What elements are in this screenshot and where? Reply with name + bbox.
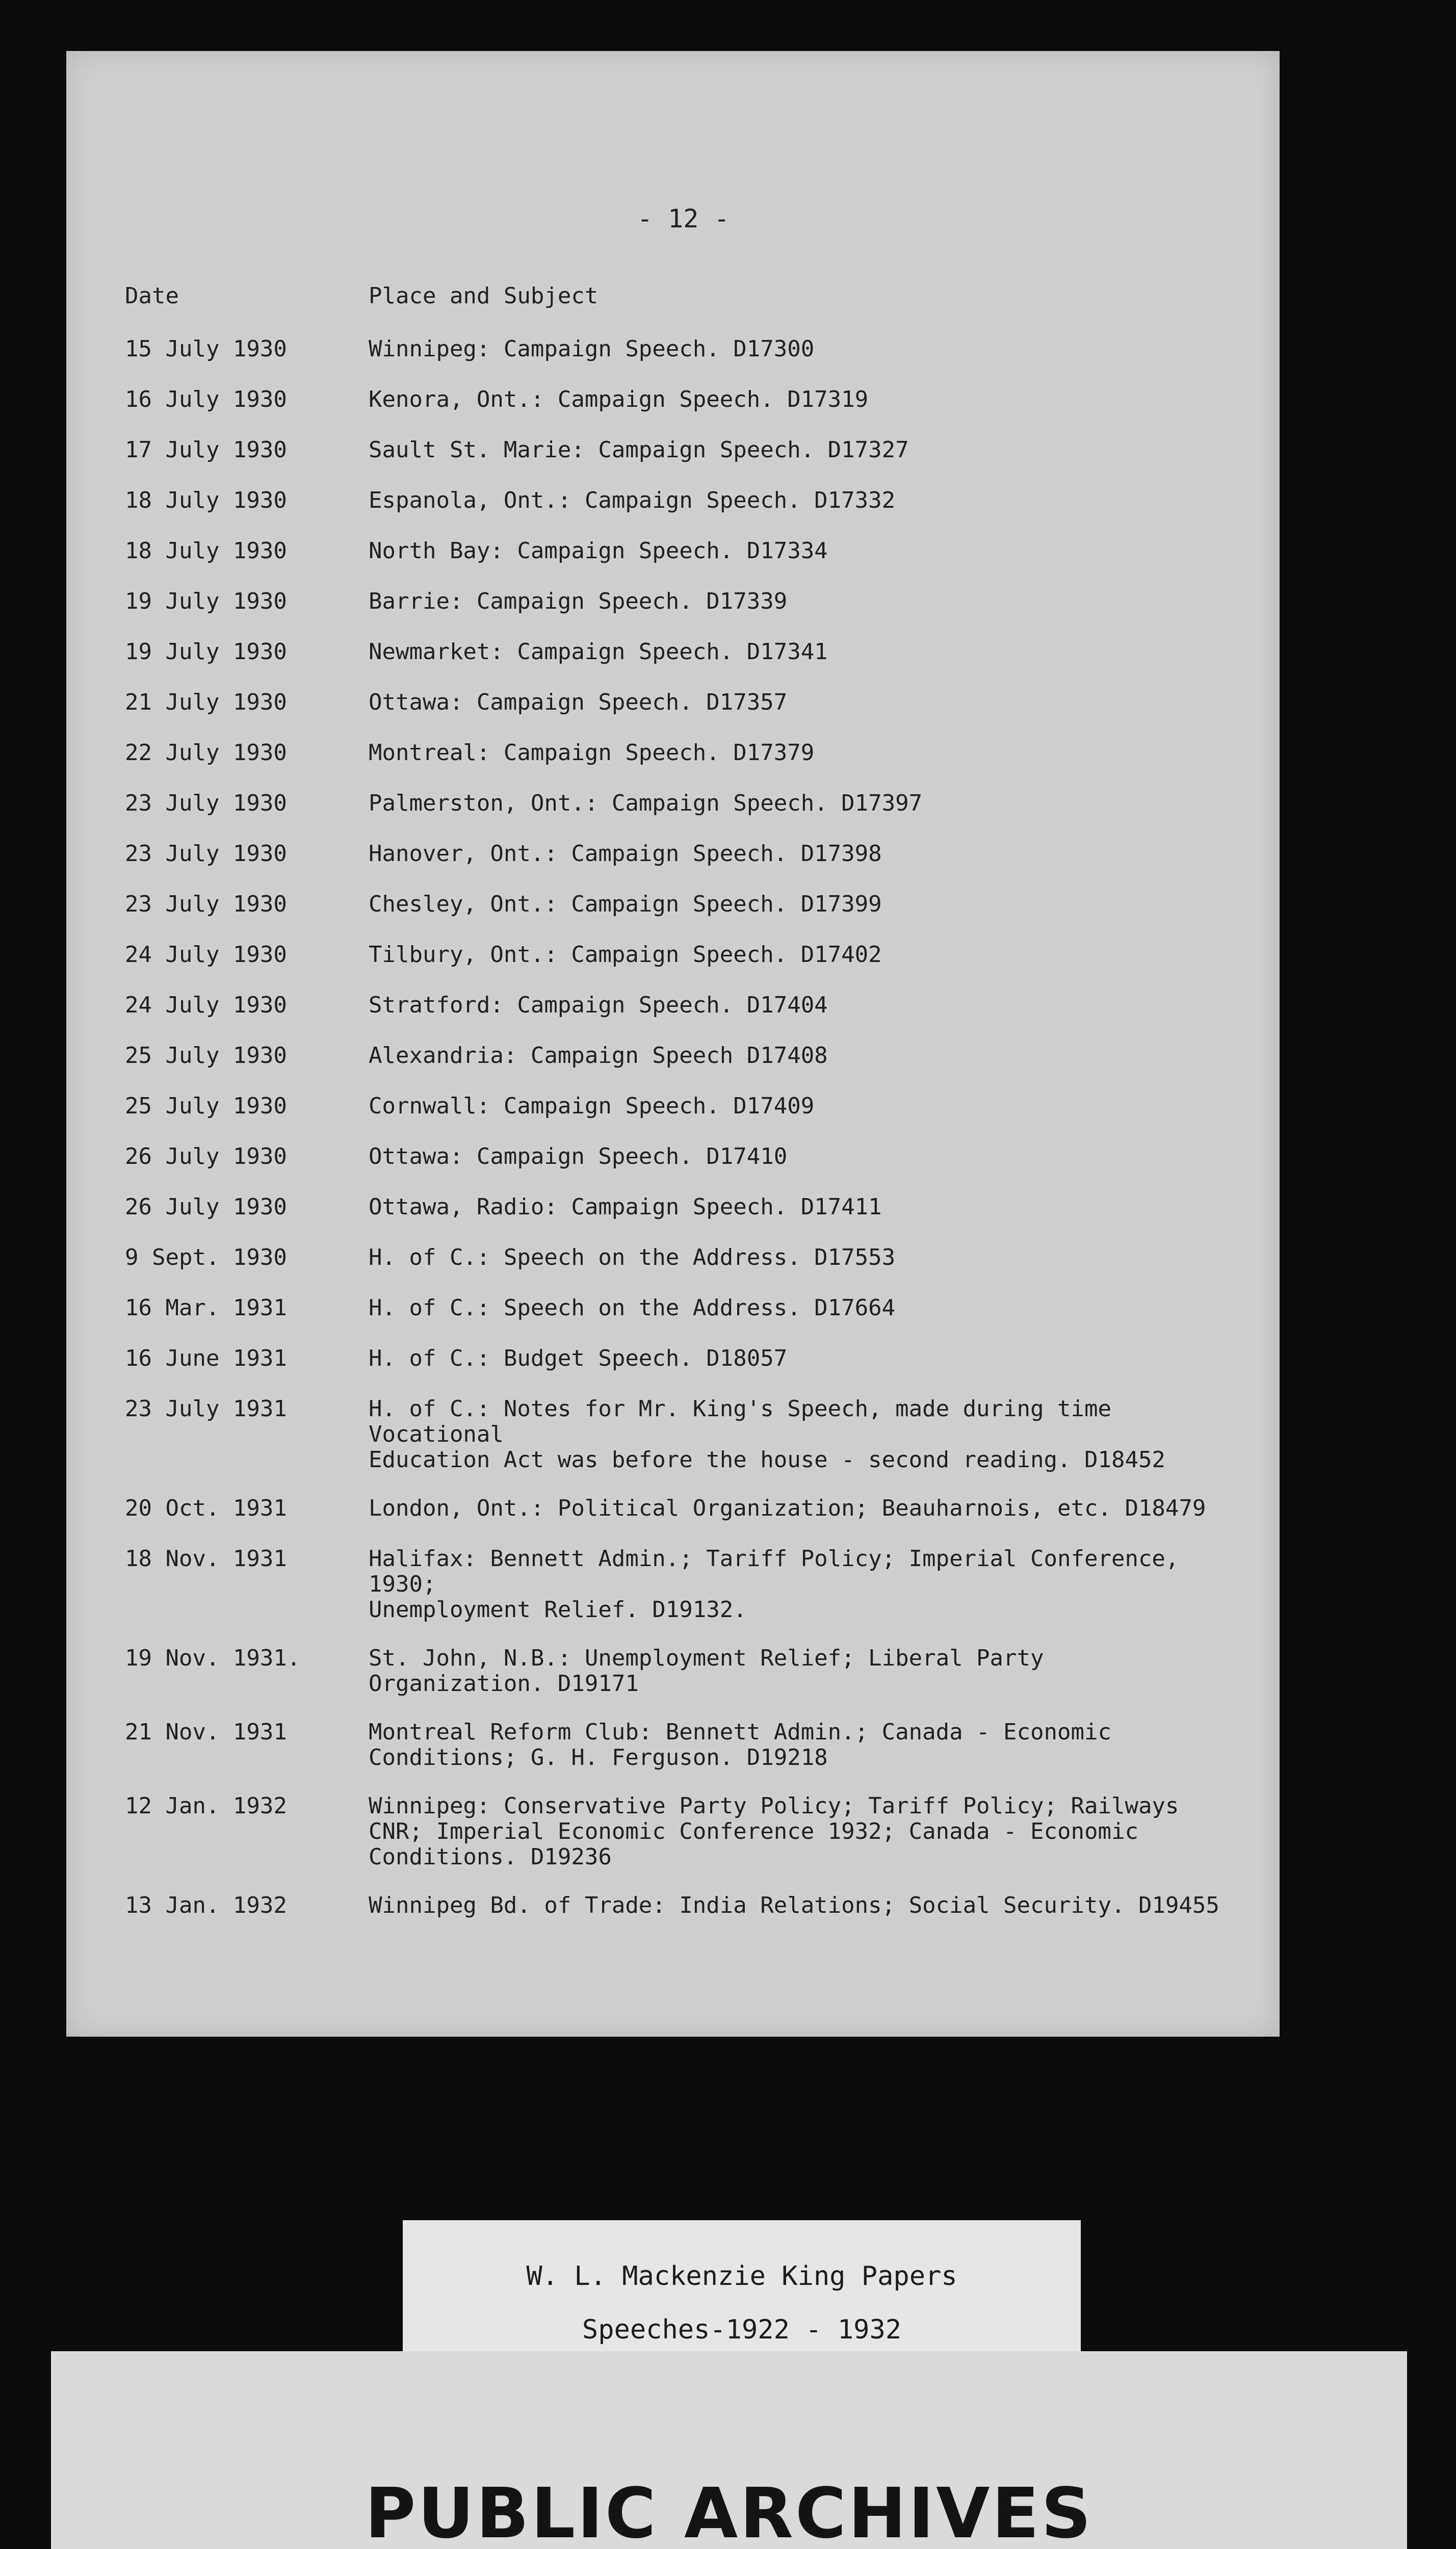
entry-date: 18 July 1930 (125, 487, 287, 513)
entry-date: 26 July 1930 (125, 1194, 287, 1220)
entry-date: 25 July 1930 (125, 1093, 287, 1119)
entry-date: 18 July 1930 (125, 538, 287, 564)
entry-date: 12 Jan. 1932 (125, 1793, 287, 1819)
entry-date: 23 July 1930 (125, 891, 287, 917)
speech-entry (125, 1346, 1246, 1371)
archives-card (51, 2351, 1407, 2549)
entry-subject: H. of C.: Speech on the Address. D17664 (369, 1295, 896, 1321)
entry-date: 23 July 1930 (125, 790, 287, 816)
speech-entry (125, 538, 1246, 564)
entry-subject: Alexandria: Campaign Speech D17408 (369, 1043, 828, 1069)
entry-subject: Barrie: Campaign Speech. D17339 (369, 588, 788, 614)
speech-entry (125, 690, 1246, 715)
entry-subject: Winnipeg: Campaign Speech. D17300 (369, 336, 815, 362)
entry-date: 23 July 1930 (125, 841, 287, 867)
speech-list (125, 336, 1246, 1943)
entry-date: 19 July 1930 (125, 588, 287, 614)
entry-subject: Montreal: Campaign Speech. D17379 (369, 740, 815, 766)
speech-entry (125, 336, 1246, 362)
speech-entry (125, 791, 1246, 816)
entry-subject: London, Ont.: Political Organization; Beauharnois, etc. D18479 (369, 1495, 1206, 1521)
entry-date: 18 Nov. 1931 (125, 1546, 287, 1572)
entry-date: 23 July 1931 (125, 1396, 287, 1422)
speech-entry (125, 1496, 1246, 1521)
entry-subject: H. of C.: Budget Speech. D18057 (369, 1345, 788, 1371)
entry-date: 16 June 1931 (125, 1345, 287, 1371)
entry-date: 20 Oct. 1931 (125, 1495, 287, 1521)
entry-subject: Hanover, Ont.: Campaign Speech. D17398 (369, 841, 882, 867)
speech-entry (125, 1893, 1246, 1918)
speech-entry (125, 1546, 1246, 1623)
speech-entry (125, 1043, 1246, 1069)
speech-entry (125, 1144, 1246, 1169)
entry-subject: H. of C.: Speech on the Address. D17553 (369, 1244, 896, 1270)
page-number: - 12 - (637, 204, 730, 233)
entry-subject: Espanola, Ont.: Campaign Speech. D17332 (369, 487, 896, 513)
entry-date: 22 July 1930 (125, 740, 287, 766)
entry-date: 16 July 1930 (125, 386, 287, 412)
entry-subject: H. of C.: Notes for Mr. King's Speech, made during time Vocational Education Act was before the house - second reading. D18452 (369, 1396, 1165, 1473)
entry-date: 19 Nov. 1931. (125, 1645, 301, 1671)
typed-page (66, 51, 1280, 2037)
entry-subject: Ottawa: Campaign Speech. D17410 (369, 1143, 788, 1169)
archives-line-english: PUBLIC ARCHIVES (365, 2474, 1094, 2549)
entry-subject: Kenora, Ont.: Campaign Speech. D17319 (369, 386, 869, 412)
speech-entry (125, 387, 1246, 412)
entry-subject: Newmarket: Campaign Speech. D17341 (369, 639, 828, 665)
collection-subtitle: Speeches-1922 - 1932 (582, 2314, 902, 2345)
entry-subject: Halifax: Bennett Admin.; Tariff Policy; Imperial Conference, 1930; Unemployment Relief. D19132. (369, 1546, 1179, 1623)
entry-date: 24 July 1930 (125, 992, 287, 1018)
entry-subject: Winnipeg: Conservative Party Policy; Tariff Policy; Railways CNR; Imperial Economic Conference 1932; Canada - Economic Conditions. D19236 (369, 1793, 1179, 1870)
speech-entry (125, 1720, 1246, 1771)
entry-subject: Ottawa, Radio: Campaign Speech. D17411 (369, 1194, 882, 1220)
entry-date: 13 Jan. 1932 (125, 1892, 287, 1918)
speech-entry (125, 1396, 1246, 1473)
date-column-header: Date (125, 283, 179, 309)
speech-entry (125, 488, 1246, 513)
entry-date: 15 July 1930 (125, 336, 287, 362)
speech-entry (125, 1646, 1246, 1697)
entry-date: 21 Nov. 1931 (125, 1719, 287, 1745)
speech-entry (125, 892, 1246, 917)
speech-entry (125, 1094, 1246, 1119)
entry-date: 25 July 1930 (125, 1043, 287, 1069)
entry-date: 21 July 1930 (125, 689, 287, 715)
speech-entry (125, 942, 1246, 968)
collection-title: W. L. Mackenzie King Papers (526, 2261, 957, 2292)
subject-column-header: Place and Subject (369, 283, 599, 309)
entry-date: 19 July 1930 (125, 639, 287, 665)
entry-date: 17 July 1930 (125, 437, 287, 463)
speech-entry (125, 1194, 1246, 1220)
entry-subject: North Bay: Campaign Speech. D17334 (369, 538, 828, 564)
entry-subject: Stratford: Campaign Speech. D17404 (369, 992, 828, 1018)
entry-date: 16 Mar. 1931 (125, 1295, 287, 1321)
entry-date: 9 Sept. 1930 (125, 1244, 287, 1270)
speech-entry (125, 589, 1246, 614)
entry-subject: Palmerston, Ont.: Campaign Speech. D17397 (369, 790, 923, 816)
speech-entry (125, 740, 1246, 766)
speech-entry (125, 1295, 1246, 1321)
entry-subject: St. John, N.B.: Unemployment Relief; Liberal Party Organization. D19171 (369, 1645, 1044, 1697)
entry-date: 24 July 1930 (125, 942, 287, 968)
speech-entry (125, 639, 1246, 665)
entry-subject: Cornwall: Campaign Speech. D17409 (369, 1093, 815, 1119)
entry-subject: Tilbury, Ont.: Campaign Speech. D17402 (369, 942, 882, 968)
entry-date: 26 July 1930 (125, 1143, 287, 1169)
speech-entry (125, 1245, 1246, 1270)
entry-subject: Ottawa: Campaign Speech. D17357 (369, 689, 788, 715)
speech-entry (125, 1793, 1246, 1870)
entry-subject: Sault St. Marie: Campaign Speech. D17327 (369, 437, 909, 463)
entry-subject: Chesley, Ont.: Campaign Speech. D17399 (369, 891, 882, 917)
entry-subject: Winnipeg Bd. of Trade: India Relations; Social Security. D19455 (369, 1892, 1219, 1918)
entry-subject: Montreal Reform Club: Bennett Admin.; Canada - Economic Conditions; G. H. Ferguson. D19218 (369, 1719, 1111, 1771)
speech-entry (125, 993, 1246, 1018)
speech-entry (125, 437, 1246, 463)
speech-entry (125, 841, 1246, 867)
